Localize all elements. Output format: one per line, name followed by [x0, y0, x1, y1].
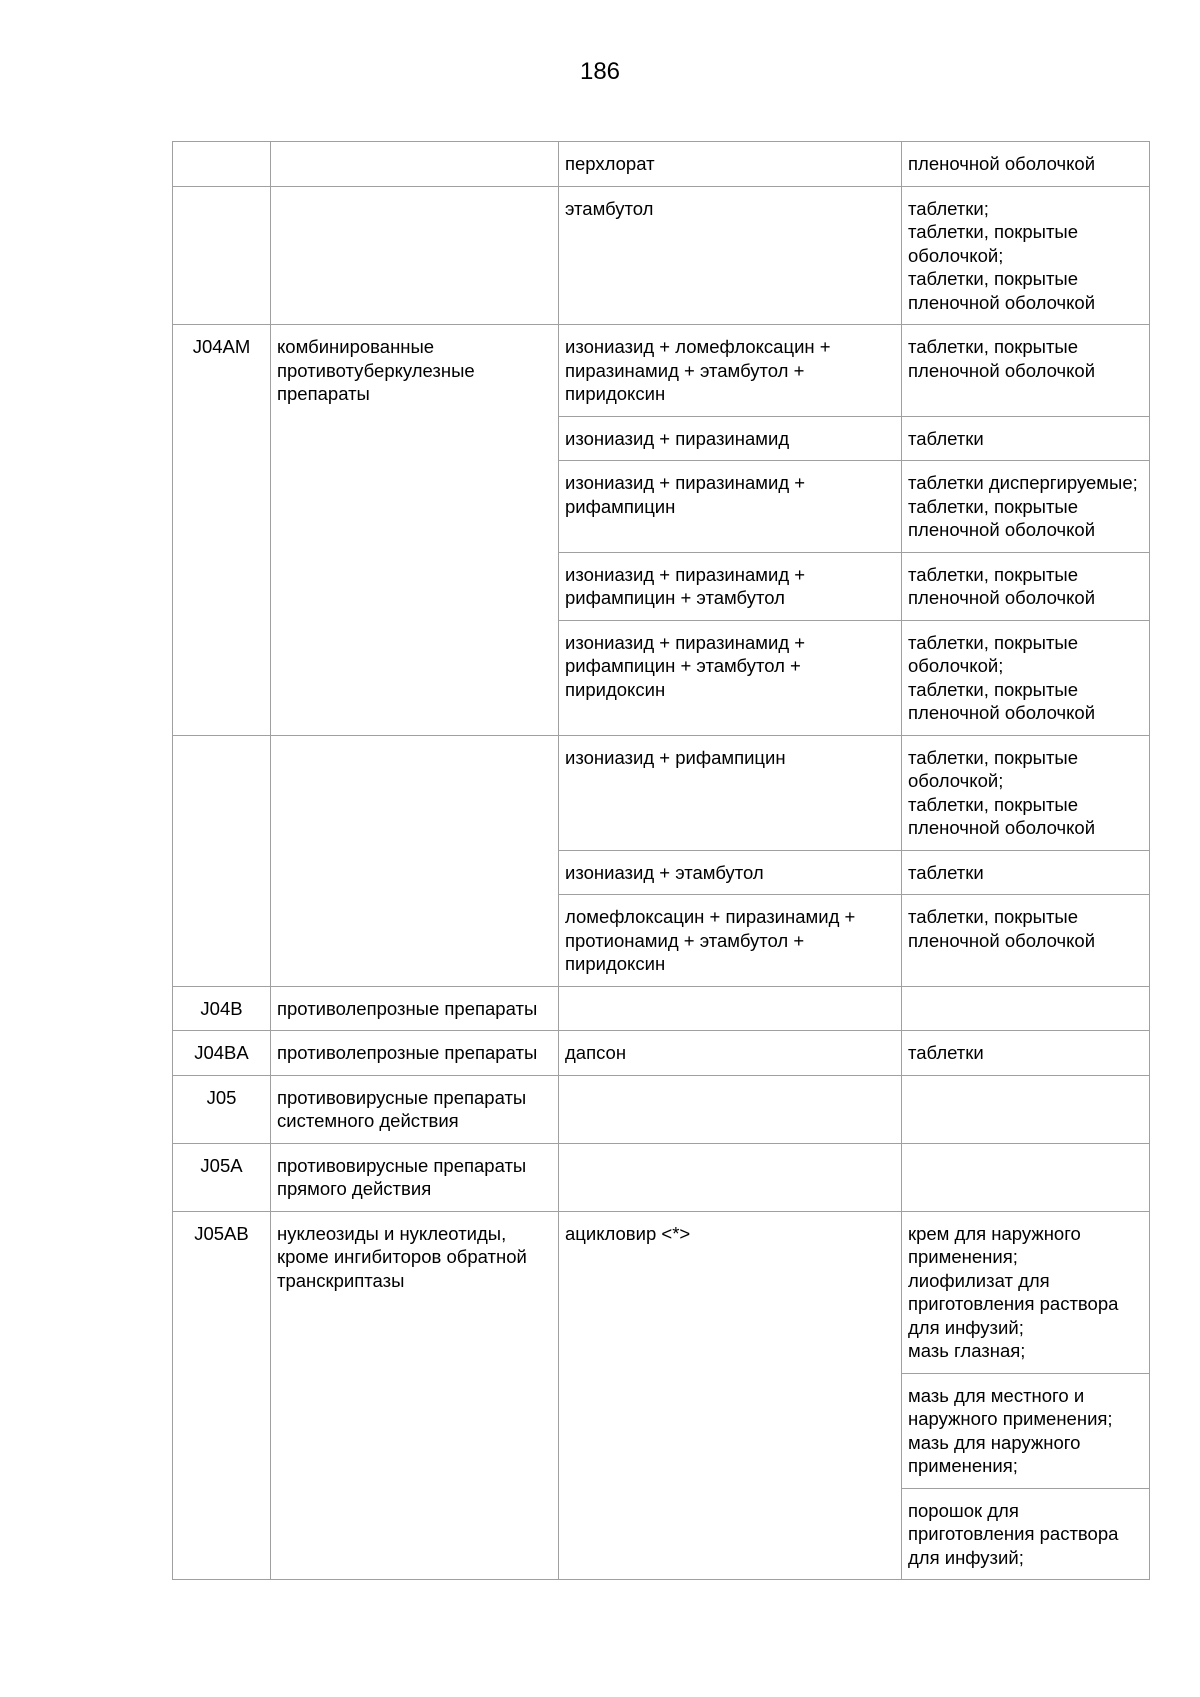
drug-cell: перхлорат [559, 142, 902, 187]
atc-code-cell [173, 186, 271, 325]
table-row [173, 186, 1150, 325]
form-cell: таблетки, покрытые пленочной оболочкой [902, 552, 1150, 620]
group-cell: противолепрозные препараты [271, 1031, 559, 1076]
table-row [173, 1211, 1150, 1373]
drug-cell: изониазид + этамбутол [559, 850, 902, 895]
drug-cell: дапсон [559, 1031, 902, 1076]
table-row [173, 325, 1150, 417]
table-row [173, 1143, 1150, 1211]
atc-code-cell [173, 142, 271, 187]
group-cell [271, 142, 559, 187]
drug-cell [559, 1143, 902, 1211]
page-number: 186 [579, 58, 621, 85]
form-cell: таблетки [902, 850, 1150, 895]
drug-cell [559, 986, 902, 1031]
form-cell: таблетки диспергируемые; таблетки, покрытые пленочной оболочкой [902, 461, 1150, 553]
drug-cell [559, 1075, 902, 1143]
form-cell: пленочной оболочкой [902, 142, 1150, 187]
form-cell: таблетки; таблетки, покрытые оболочкой; таблетки, покрытые пленочной оболочкой [902, 186, 1150, 325]
drug-cell: изониазид + пиразинамид + рифампицин + этамбутол [559, 552, 902, 620]
table-row [173, 986, 1150, 1031]
atc-code-cell: J05 [173, 1075, 271, 1143]
drug-cell: изониазид + пиразинамид + рифампицин + этамбутол + пиридоксин [559, 620, 902, 735]
form-cell: таблетки, покрытые оболочкой; таблетки, покрытые пленочной оболочкой [902, 735, 1150, 850]
form-cell: таблетки [902, 416, 1150, 461]
drug-cell: ацикловир <*> [559, 1211, 902, 1580]
table-row [173, 1031, 1150, 1076]
table-row [173, 735, 1150, 850]
atc-code-cell: J04AM [173, 325, 271, 736]
form-cell [902, 1075, 1150, 1143]
table-row [173, 1075, 1150, 1143]
group-cell: противолепрозные препараты [271, 986, 559, 1031]
drug-list-table [172, 141, 1150, 1580]
drug-cell: ломефлоксацин + пиразинамид + протионамид + этамбутол + пиридоксин [559, 895, 902, 987]
form-cell: мазь для местного и наружного применения; мазь для наружного применения; [902, 1373, 1150, 1488]
group-cell: противовирусные препараты системного действия [271, 1075, 559, 1143]
group-cell: комбинированные противотуберкулезные препараты [271, 325, 559, 736]
form-cell: таблетки [902, 1031, 1150, 1076]
form-cell [902, 1143, 1150, 1211]
drug-cell: изониазид + пиразинамид [559, 416, 902, 461]
table-row [173, 142, 1150, 187]
drug-cell: изониазид + пиразинамид + рифампицин [559, 461, 902, 553]
group-cell [271, 735, 559, 986]
group-cell [271, 186, 559, 325]
form-cell: таблетки, покрытые пленочной оболочкой [902, 895, 1150, 987]
atc-code-cell: J05A [173, 1143, 271, 1211]
atc-code-cell: J05AB [173, 1211, 271, 1580]
form-cell: таблетки, покрытые оболочкой; таблетки, покрытые пленочной оболочкой [902, 620, 1150, 735]
atc-code-cell: J04BA [173, 1031, 271, 1076]
form-cell: порошок для приготовления раствора для инфузий; [902, 1488, 1150, 1580]
form-cell: таблетки, покрытые пленочной оболочкой [902, 325, 1150, 417]
drug-cell: этамбутол [559, 186, 902, 325]
drug-cell: изониазид + рифампицин [559, 735, 902, 850]
form-cell [902, 986, 1150, 1031]
form-cell: крем для наружного применения; лиофилизат для приготовления раствора для инфузий; мазь глазная; [902, 1211, 1150, 1373]
group-cell: противовирусные препараты прямого действия [271, 1143, 559, 1211]
group-cell: нуклеозиды и нуклеотиды, кроме ингибиторов обратной транскриптазы [271, 1211, 559, 1580]
drug-cell: изониазид + ломефлоксацин + пиразинамид + этамбутол + пиридоксин [559, 325, 902, 417]
atc-code-cell [173, 735, 271, 986]
atc-code-cell: J04B [173, 986, 271, 1031]
